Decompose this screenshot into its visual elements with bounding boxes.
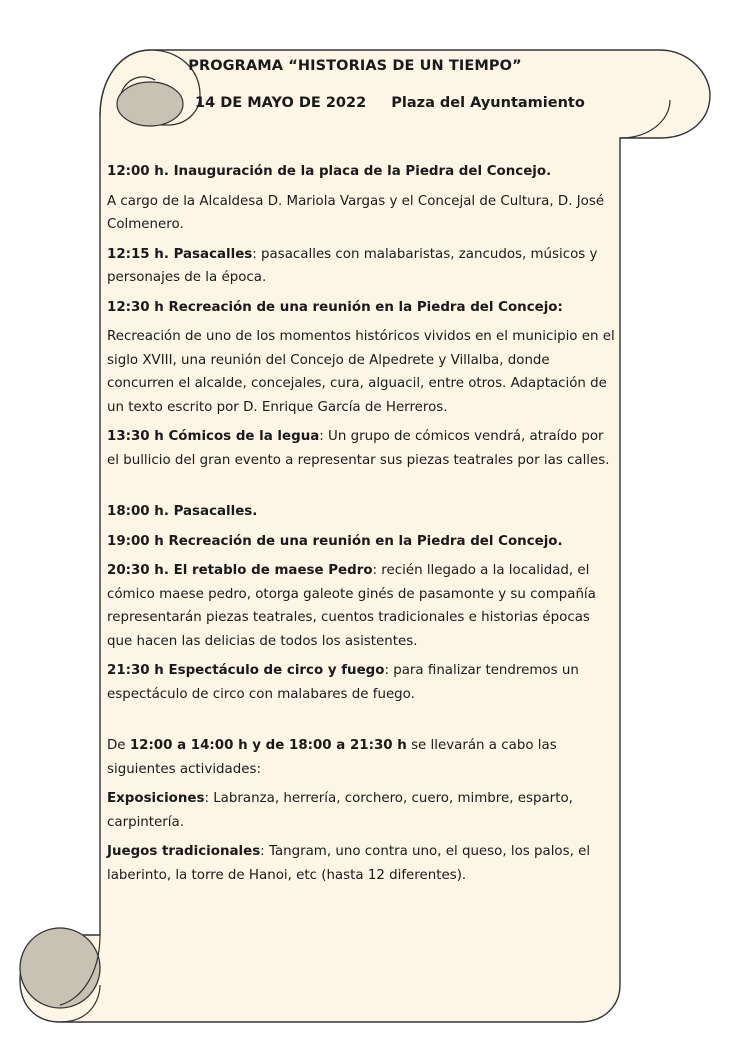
program-item: 20:30 h. El retablo de maese Pedro: recién llegado a la localidad, el cómico maese pedro, otorga galeote ginés de pasamonte y su compañía representarán piezas teatrales, cuentos tradicionales e historias épocas que hacen las delicias de todos los asistentes. [107,563,596,649]
program-content [107,160,619,893]
program-item: Recreación de uno de los momentos históricos vividos en el municipio en el siglo XVIII, una reunión del Concejo de Alpedrete y Villalba, donde concurren el alcalde, concejales, cura, alguacil, entre otros. Adaptación de un texto escrito por D. Enrique García de Herreros. [107,329,615,415]
program-item: 12:30 h Recreación de una reunión en la Piedra del Concejo: [107,299,563,315]
schedule-note: De 12:00 a 14:00 h y de 18:00 a 21:30 h se llevarán a cabo las siguientes actividades: [107,738,557,777]
program-item: 19:00 h Recreación de una reunión en la Piedra del Concejo. [107,533,563,549]
activity-item: Exposiciones: Labranza, herrería, corchero, cuero, mimbre, esparto, carpintería. [107,791,573,830]
program-item: 21:30 h Espectáculo de circo y fuego: para finalizar tendremos un espectáculo de circo con malabares de fuego. [107,663,579,702]
event-place: Plaza del Ayuntamiento [391,95,585,111]
program-item: 18:00 h. Pasacalles. [107,504,258,519]
activity-item: Juegos tradicionales: Tangram, uno contra uno, el queso, los palos, el laberinto, la torre de Hanoi, etc (hasta 12 diferentes). [107,844,591,883]
bottom-curl [20,928,100,1008]
program-item: 12:15 h. Pasacalles: pasacalles con malabaristas, zancudos, músicos y personajes de la época. [107,246,598,285]
event-date: 14 DE MAYO DE 2022 [195,95,367,111]
program-item: 12:00 h. Inauguración de la placa de la Piedra del Concejo. [107,164,552,179]
program-subtitle [195,95,655,111]
program-title: PROGRAMA “HISTORIAS DE UN TIEMPO” [188,58,522,74]
program-item: A cargo de la Alcaldesa D. Mariola Vargas y el Concejal de Cultura, D. José Colmenero. [107,193,605,232]
program-item: 13:30 h Cómicos de la legua: Un grupo de cómicos vendrá, atraído por el bullicio del gran evento a representar sus piezas teatrales por las calles. [107,429,610,468]
